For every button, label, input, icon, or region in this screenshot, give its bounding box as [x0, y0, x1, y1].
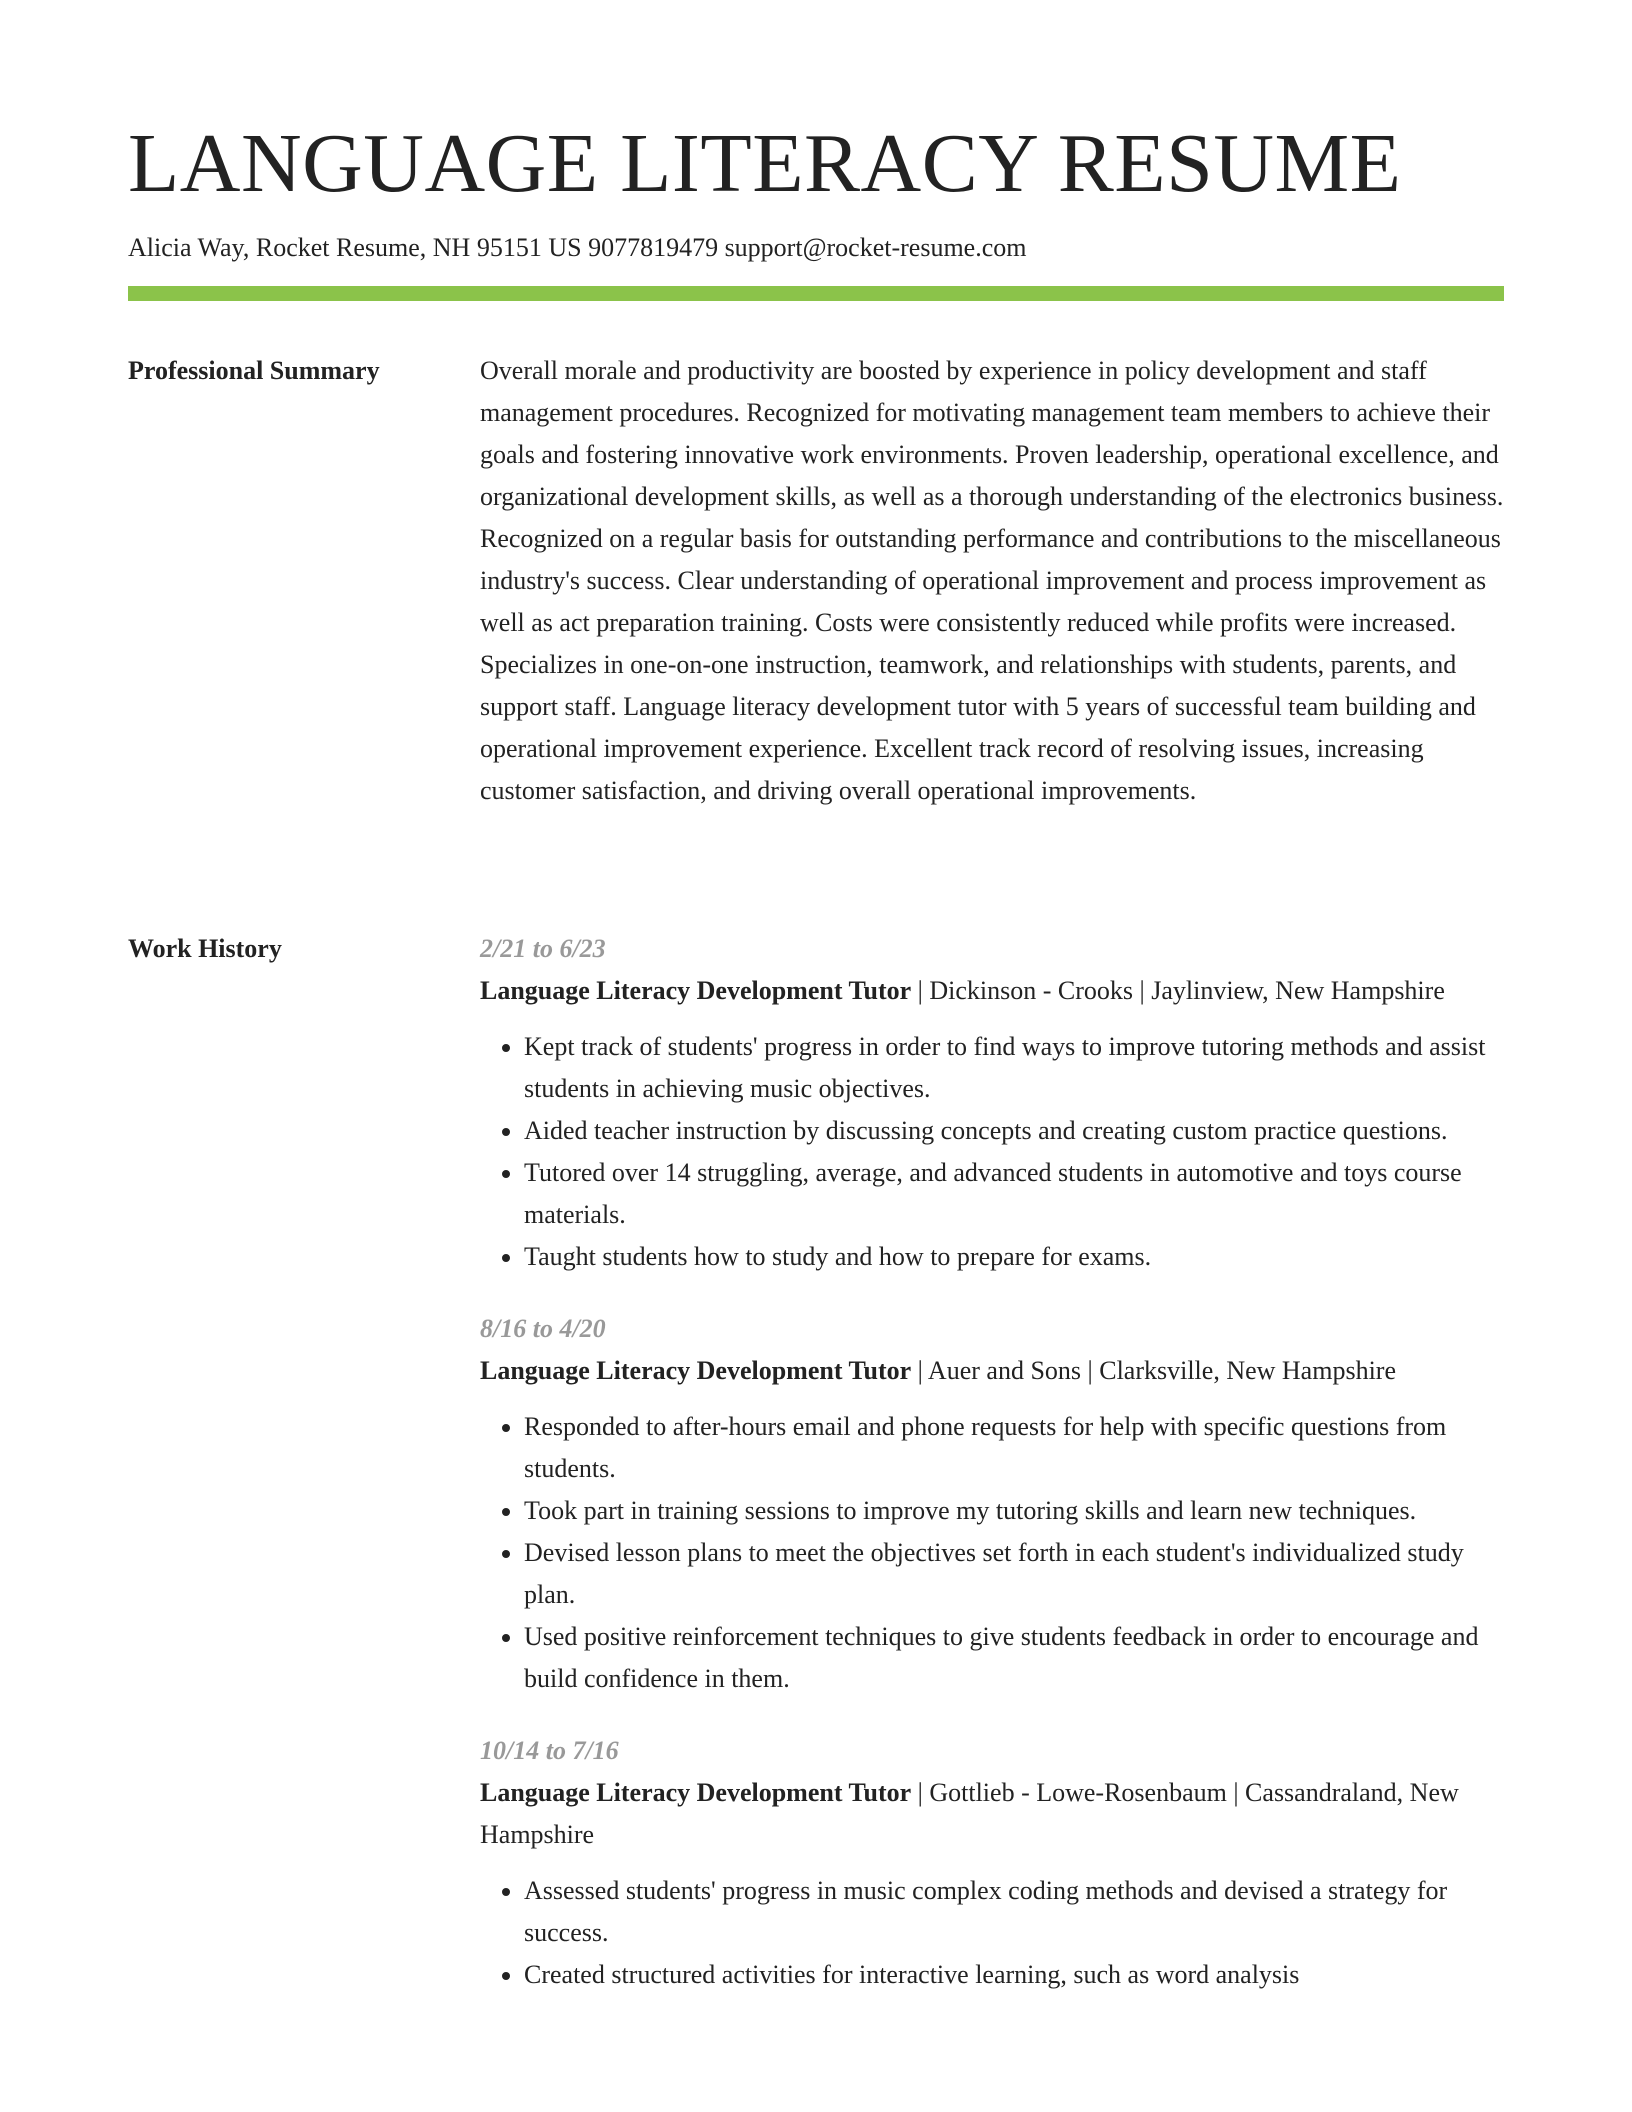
job-details: | Auer and Sons | Clarksville, New Hampshire: [911, 1356, 1396, 1385]
job-bullet: • Aided teacher instruction by discussing concepts and creating custom practice questions.: [524, 1110, 1504, 1152]
job-bullets: [480, 1870, 1504, 1996]
job-dates: 10/14 to 7/16: [480, 1736, 619, 1765]
job-entry: [480, 1730, 1504, 1996]
job-bullets: [480, 1026, 1504, 1278]
job-title-line: [480, 1350, 1504, 1392]
job-title: Language Literacy Development Tutor: [480, 1778, 912, 1807]
job-title-line: [480, 1772, 1504, 1856]
job-bullet: • Tutored over 14 struggling, average, and advanced students in automotive and toys course materials.: [524, 1152, 1504, 1236]
job-details: | Gottlieb - Lowe-Rosenbaum | Cassandraland, New Hampshire: [480, 1778, 1459, 1849]
job-bullet: • Kept track of students' progress in order to find ways to improve tutoring methods and assist students in achieving music objectives.: [524, 1026, 1504, 1110]
job-title-line: [480, 970, 1504, 1012]
section-label-summary: Professional Summary: [128, 356, 380, 385]
job-bullet: • Devised lesson plans to meet the objectives set forth in each student's individualized study plan.: [524, 1532, 1504, 1616]
section-label-work-history: Work History: [128, 934, 282, 963]
job-bullet: • Assessed students' progress in music complex coding methods and devised a strategy for success.: [524, 1870, 1504, 1954]
summary-body: [480, 350, 1504, 812]
resume-title: LANGUAGE LITERACY RESUME: [128, 117, 1402, 210]
job-entry: [480, 1308, 1504, 1700]
job-details: | Dickinson - Crooks | Jaylinview, New Hampshire: [911, 976, 1445, 1005]
job-bullet: • Used positive reinforcement techniques to give students feedback in order to encourage and build confidence in them.: [524, 1616, 1504, 1700]
job-bullet: • Took part in training sessions to improve my tutoring skills and learn new techniques.: [524, 1490, 1504, 1532]
job-bullets: [480, 1406, 1504, 1700]
job-dates: 2/21 to 6/23: [480, 934, 606, 963]
job-bullet: • Created structured activities for interactive learning, such as word analysis: [524, 1954, 1504, 1996]
job-dates: 8/16 to 4/20: [480, 1314, 606, 1343]
job-title: Language Literacy Development Tutor: [480, 976, 912, 1005]
job-bullet: • Taught students how to study and how to prepare for exams.: [524, 1236, 1504, 1278]
accent-divider: [128, 286, 1504, 301]
summary-text: Overall morale and productivity are boosted by experience in policy development and staff management procedures. Recognized for motivating management team members to achieve their goals and fostering innovative work environments. Proven leadership, operational excellence, and organizational development skills, as well as a thorough understanding of the electronics business. Recognized on a regular basis for outstanding performance and contributions to the miscellaneous industry's success. Clear understanding of operational improvement and process improvement as well as act preparation training. Costs were consistently reduced while profits were increased. Specializes in one-on-one instruction, teamwork, and relationships with students, parents, and support staff. Language literacy development tutor with 5 years of successful team building and operational improvement experience. Excellent track record of resolving issues, increasing customer satisfaction, and driving overall operational improvements.: [480, 356, 1504, 805]
job-bullet: • Responded to after-hours email and phone requests for help with specific questions from students.: [524, 1406, 1504, 1490]
job-title: Language Literacy Development Tutor: [480, 1356, 912, 1385]
contact-line: Alicia Way, Rocket Resume, NH 95151 US 9077819479 support@rocket-resume.com: [128, 233, 1027, 262]
work-history-body: [480, 928, 1504, 2026]
job-entry: [480, 928, 1504, 1278]
